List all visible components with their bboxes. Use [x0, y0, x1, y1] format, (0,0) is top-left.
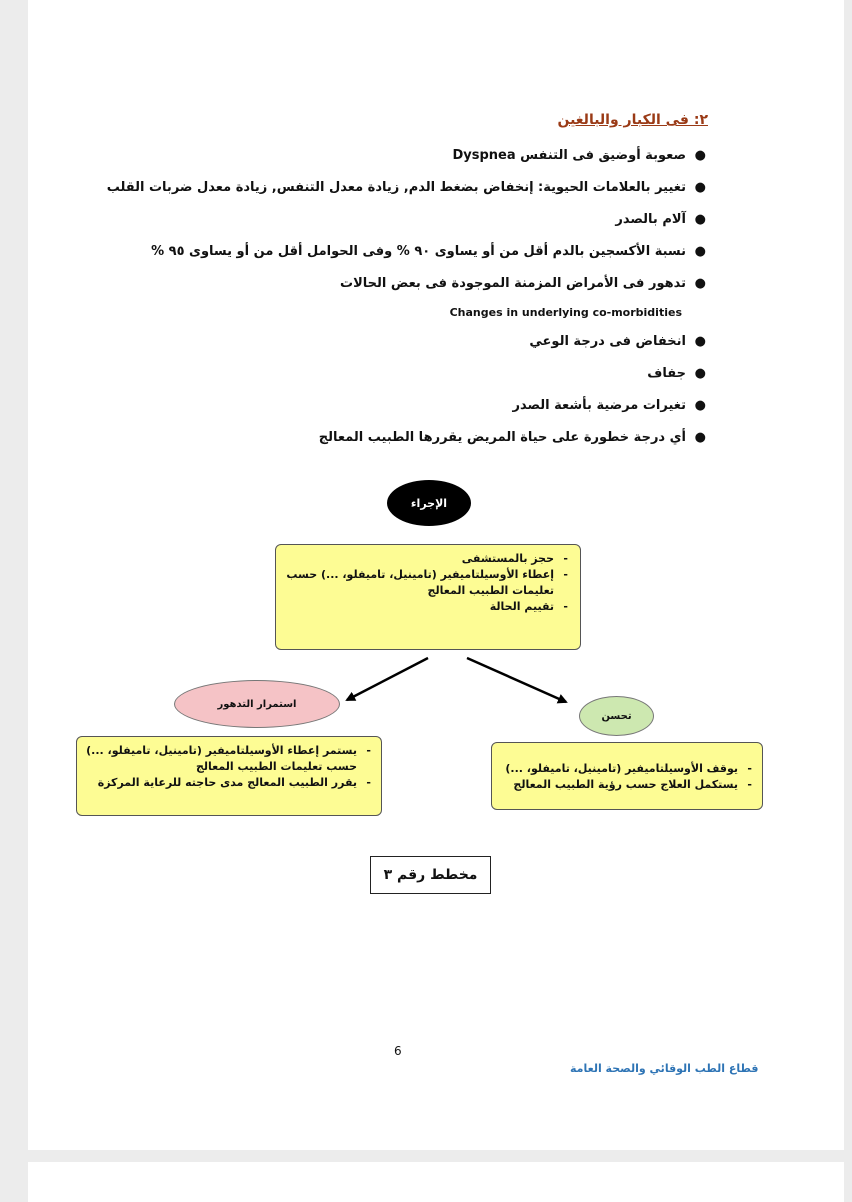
symptom-list	[68, 140, 708, 454]
bullet-icon: ●	[694, 180, 706, 195]
next-document-page	[28, 1162, 844, 1202]
procedure-step: - حجز بالمستشفى	[284, 551, 568, 567]
bullet-icon: ●	[694, 244, 706, 259]
page-number: 6	[394, 1044, 402, 1058]
procedure-step: - إعطاء الأوسيلتاميفير (تامينيل، تاميفلو، ...) حسب تعليمات الطبيب المعالج	[284, 567, 568, 599]
procedure-step: - تقييم الحالة	[284, 599, 568, 615]
bullet-icon: ●	[694, 366, 706, 381]
bullet-icon: ●	[694, 430, 706, 445]
improvement-step: - يستكمل العلاج حسب رؤية الطبيب المعالج	[500, 777, 752, 793]
worsening-oval: استمرار التدهور	[174, 680, 340, 728]
list-item: ● تدهور فى الأمراض المزمنة الموجودة فى بعض الحالات	[68, 268, 708, 300]
improvement-step: - يوقف الأوسيلتاميفير (تامينيل، تاميفلو، ...)	[500, 761, 752, 777]
procedure-box	[275, 544, 581, 650]
list-item: ● جفاف	[68, 358, 708, 390]
bullet-icon: ●	[694, 398, 706, 413]
footer-text: قطاع الطب الوقائي والصحة العامة	[570, 1062, 759, 1075]
list-item: ● آلام بالصدر	[68, 204, 708, 236]
list-item: ● أي درجة خطورة على حياة المريض يقررها الطبيب المعالج	[68, 422, 708, 454]
list-item: ● تغيير بالعلامات الحيوية: إنخفاض بضغط الدم, زيادة معدل التنفس, زيادة معدل ضربات القلب	[68, 172, 708, 204]
list-item: ● تغيرات مرضية بأشعة الصدر	[68, 390, 708, 422]
section-heading: ٢: فى الكبار والبالغين	[557, 112, 708, 128]
list-item: ● انخفاض فى درجة الوعي	[68, 326, 708, 358]
worsening-step: - يستمر إعطاء الأوسيلتاميفير (تامينيل، تاميفلو، ...) حسب تعليمات الطبيب المعالج	[85, 743, 371, 775]
bullet-icon: ●	[694, 212, 706, 227]
chart-caption: مخطط رقم ٣	[370, 856, 491, 894]
worsening-box	[76, 736, 382, 816]
worsening-step: - يقرر الطبيب المعالج مدى حاجته للرعاية المركزة	[85, 775, 371, 791]
bullet-icon: ●	[694, 276, 706, 291]
improvement-box	[491, 742, 763, 810]
bullet-icon: ●	[694, 334, 706, 349]
english-note: Changes in underlying co-morbidities	[449, 306, 682, 319]
list-item: ● صعوبة أوضيق فى التنفس Dyspnea	[68, 140, 708, 172]
improvement-oval: تحسن	[579, 696, 654, 736]
bullet-icon: ●	[694, 148, 706, 163]
list-item: ● نسبة الأكسجين بالدم أقل من أو يساوى ٩٠ % وفى الحوامل أقل من أو يساوى ٩٥ %	[68, 236, 708, 268]
procedure-oval: الإجراء	[387, 480, 471, 526]
